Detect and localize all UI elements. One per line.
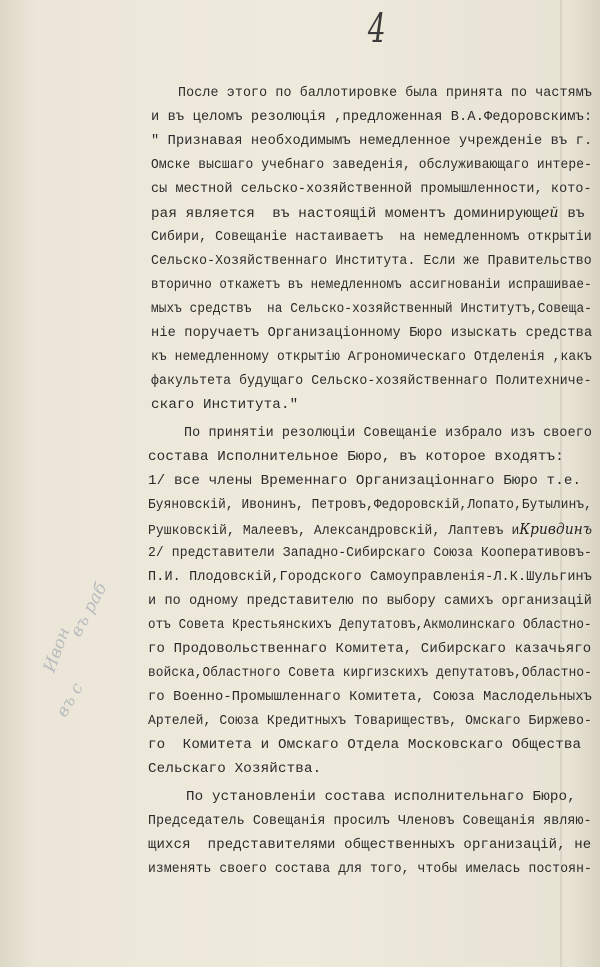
text-line: После этого по баллотировке была принята по частямъ xyxy=(178,85,593,101)
text-line: отъ Совета Крестьянскихъ Депутатовъ,Акмолинскаго Областно- xyxy=(148,617,592,633)
text-line: Сибири, Совещаніе настаиваетъ на немедленномъ открытіи xyxy=(151,229,592,245)
text-line: Сельско-Хозяйственнаго Института. Если же Правительство xyxy=(151,253,592,269)
text-line: 1/ все члены Временнаго Организаціоннаго Бюро т.е. xyxy=(148,473,582,489)
text-line: ніе поручаетъ Организаціонному Бюро изыскать средства xyxy=(151,325,593,341)
text-line: щихся представителями общественныхъ организацій, не xyxy=(148,837,592,853)
text-line: Омске высшаго учебнаго заведенія, обслуживающаго интере- xyxy=(151,157,593,173)
margin-note: Ивон xyxy=(39,624,75,676)
text-line: и по одному представителю по выбору самихъ организацій xyxy=(148,593,592,609)
text-line: вторично откажетъ въ немедленномъ ассигнованіи испрашивае- xyxy=(151,277,592,293)
handwritten-insert: Кривдинъ xyxy=(519,520,593,538)
text-line-typed: Рушковскій, Малеевъ, Александровскій, Лаптевъ и xyxy=(148,523,520,539)
text-line: 2/ представители Западно-Сибирскаго Союза Кооперативовъ- xyxy=(148,545,592,561)
text-line: го Военно-Промышленнаго Комитета, Союза Маслодельныхъ xyxy=(148,689,593,705)
text-line: къ немедленному открытію Агрономическаго Отделенія ,какъ xyxy=(151,349,593,365)
text-line: скаго Института." xyxy=(151,397,299,413)
text-line: сы местной сельско-хозяйственной промышленности, кото- xyxy=(151,181,592,197)
text-line: го Комитета и Омскаго Отдела Московскаго Общества xyxy=(148,737,582,753)
handwritten-insert: ей xyxy=(540,205,559,221)
text-line: мыхъ средствъ на Сельско-хозяйственный Институтъ,Совеща- xyxy=(151,301,593,317)
text-line: Артелей, Союза Кредитныхъ Товариществъ, Омскаго Биржево- xyxy=(148,713,592,729)
margin-note: въ с xyxy=(52,679,88,721)
text-line: состава Исполнительное Бюро, въ которое входятъ: xyxy=(148,449,564,465)
text-line-typed: рая является въ настоящій моментъ доминирующ xyxy=(151,206,541,222)
text-line: го Продовольственнаго Комитета, Сибирскаго казачьяго xyxy=(148,641,592,657)
text-line: войска,Областного Совета киргизскихъ депутатовъ,Областно- xyxy=(148,665,592,681)
text-line: По принятіи резолюціи Совещаніе избрало изъ своего xyxy=(184,425,593,441)
text-line: изменять своего состава для того, чтобы имелась постоян- xyxy=(148,861,592,877)
text-line: " Признавая необходимымъ немедленное учрежденіе въ г. xyxy=(151,133,593,149)
text-line: Буяновскій, Ивонинъ, Петровъ,Федоровскій,Лопато,Бутылинъ, xyxy=(148,497,592,513)
text-line: Председатель Совещанія просилъ Членовъ Совещанія являю- xyxy=(148,813,592,829)
text-line: и въ целомъ резолюція ,предложенная В.А.Федоровскимъ: xyxy=(151,109,593,125)
text-line: Сельскаго Хозяйства. xyxy=(148,761,322,777)
page-number: 4 xyxy=(367,6,386,52)
margin-note: въ раб xyxy=(66,579,112,641)
text-line: П.И. Плодовскій,Городского Самоуправленія-Л.К.Шульгинъ xyxy=(148,569,592,585)
text-line: факультета будущаго Сельско-хозяйственнаго Политехниче- xyxy=(151,373,592,389)
text-line xyxy=(148,520,592,540)
text-line xyxy=(151,204,585,223)
text-line-typed: въ xyxy=(558,206,585,222)
text-line: По установленіи состава исполнительнаго Бюро, xyxy=(186,789,576,805)
